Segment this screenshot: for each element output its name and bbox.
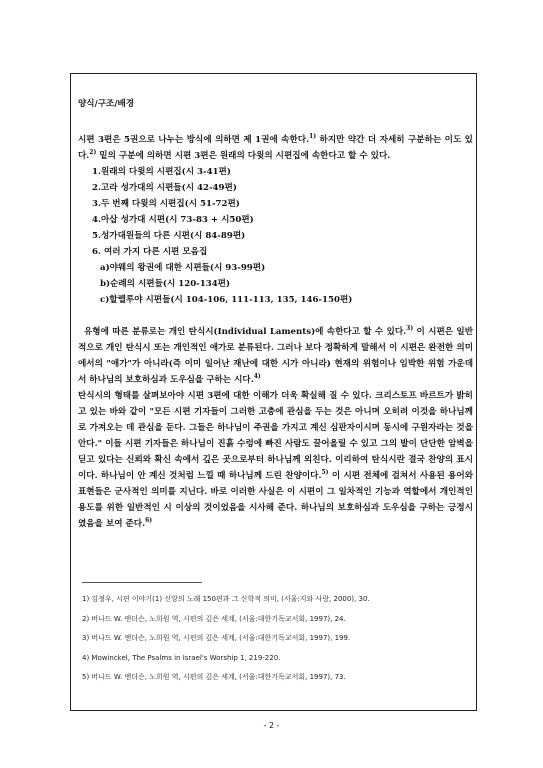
- footnote: 3) 버나드 W. 앤더슨, 노희원 역, 시편의 깊은 세계, (서울:대한기독교서회, 1997), 199.: [82, 634, 351, 642]
- paragraph-2-text-a: 유형에 따른 분류로는 개인 탄식시(Individual Laments)에 속한다고 할 수 있다.: [84, 327, 407, 337]
- footnote: 1) 김정우, 시편 이야기(1) 신앙의 노래 150편과 그 신학적 의미, (서울:지와 사랑, 2000), 30.: [82, 595, 370, 603]
- footnote-ref-2: 2): [89, 149, 97, 157]
- footnote-ref-1: 1): [309, 133, 317, 141]
- paragraph-1-text-a: 시편 3편은 5권으로 나누는 방식에 의하면 제 1권에 속한다.: [78, 135, 310, 145]
- paragraph-1: [78, 132, 473, 164]
- paragraph-3: [78, 388, 473, 532]
- footnote-ref-4: 4): [253, 373, 261, 381]
- footnote-divider: [82, 582, 202, 583]
- footnote: 4) Mowinckel, The Psalms in Israel's Worship 1, 219-220.: [82, 653, 281, 662]
- footnote: 2) 버나드 W. 앤더슨, 노희원 역, 시편의 깊은 세계, (서울:대한기독교서회, 1997), 24.: [82, 614, 346, 623]
- footnote-ref-6: 6): [145, 517, 153, 525]
- page-number: - 2 -: [263, 721, 280, 730]
- document-body: [78, 96, 473, 532]
- spacer: [78, 308, 473, 324]
- footnote-ref-3: 3): [406, 325, 414, 333]
- list-item: 5.성가대원들의 다른 시편(시 84-89편): [92, 231, 246, 241]
- paragraph-1-text-b: 하지만 약간 더 자세히 구분하는 이도 있다.: [78, 135, 473, 161]
- list-item: 1.원래의 다윗의 시편집(시 3-41편): [92, 167, 231, 177]
- list-item: 2.고라 성가대의 시편들(시 42-49편): [92, 183, 237, 193]
- sub-list-item: b)순례의 시편들(시 120-134편): [100, 279, 231, 289]
- psalm-collection-list: [78, 164, 473, 308]
- sub-list-item: a)야웨의 왕권에 대한 시편들(시 93-99편): [100, 263, 266, 273]
- footnotes: [82, 590, 472, 688]
- list-item: 4.아삽 성가대 시편(시 73-83 + 시50편): [92, 215, 254, 225]
- list-item: 6. 여러 가지 다른 시편 모음집: [92, 247, 208, 257]
- footnote-ref-5: 5): [321, 469, 329, 477]
- paragraph-3-text-a: 탄식시의 형태를 살펴보아야 시편 3편에 대한 이해가 더욱 확실해 질 수 있다. 크리스토프 바르트가 밝히고 있는 바와 같이 "모든 시편 기자들이 그러한 고충에 관심을 두는 것은 아니며 오히려 이것을 하나님께로 가져오는 데 관심을 둔다. 그들은 하나님이 주권을 가지고 계신 심판자이시며 동시에 구원자라는 것을 안다." 이들 시편 기자들은 하나님이 진흙 수렁에 빠진 사람도 끌어올릴 수 있고 그의 발이 단단한 암벽을 딛고 있다는 신뢰와 확신 속에서 깊은 곳으로부터 하나님께 외친다. 이리하여 탄식시란 결국 찬양의 표시이다. 하나님이 안 계신 것처럼 느낄 때 하나님께 드린 찬양이다.: [78, 391, 473, 481]
- paragraph-3-text-b: 이 시편 전체에 걸쳐서 사용된 용어와 표현들은 군사적인 의미를 지닌다. 바로 이러한 사실은 이 시편이 그 일차적인 기능과 역할에서 개인적인 용도를 위한 일반적인 시 이상의 것이었음을 시사해 준다. 하나님의 보호하심과 도우심을 구하는 긍정시 였음을 보여 준다.: [78, 471, 473, 529]
- sub-list-item: c)할렐루야 시편들(시 104-106, 111-113, 135, 146-150편): [100, 295, 353, 305]
- paragraph-1-text-c: 밑의 구분에 의하면 시편 3편은 원래의 다윗의 시편집에 속한다고 할 수 있다.: [96, 151, 391, 161]
- paragraph-2: [78, 324, 473, 388]
- paragraph-2-text-b: 이 시편은 일반적으로 개인 탄식시 또는 개인적인 애가로 분류된다. 그러나 보다 정확하게 말해서 이 시편은 완전한 의미에서의 "애가"가 아니라(즉 이미 일어난 재난에 대한 시가 아니라) 현재의 위험이나 임박한 위험 가운데서 하나님의 보호하심과 도우심을 구하는 시다.: [78, 327, 473, 385]
- list-item: 3.두 번째 다윗의 시편집(시 51-72편): [92, 199, 240, 209]
- section-heading: 양식/구조/배경: [78, 99, 135, 109]
- footnote: 5) 버나드 W. 앤더슨, 노희원 역, 시편의 깊은 세계, (서울:대한기독교서회, 1997), 73.: [82, 673, 346, 681]
